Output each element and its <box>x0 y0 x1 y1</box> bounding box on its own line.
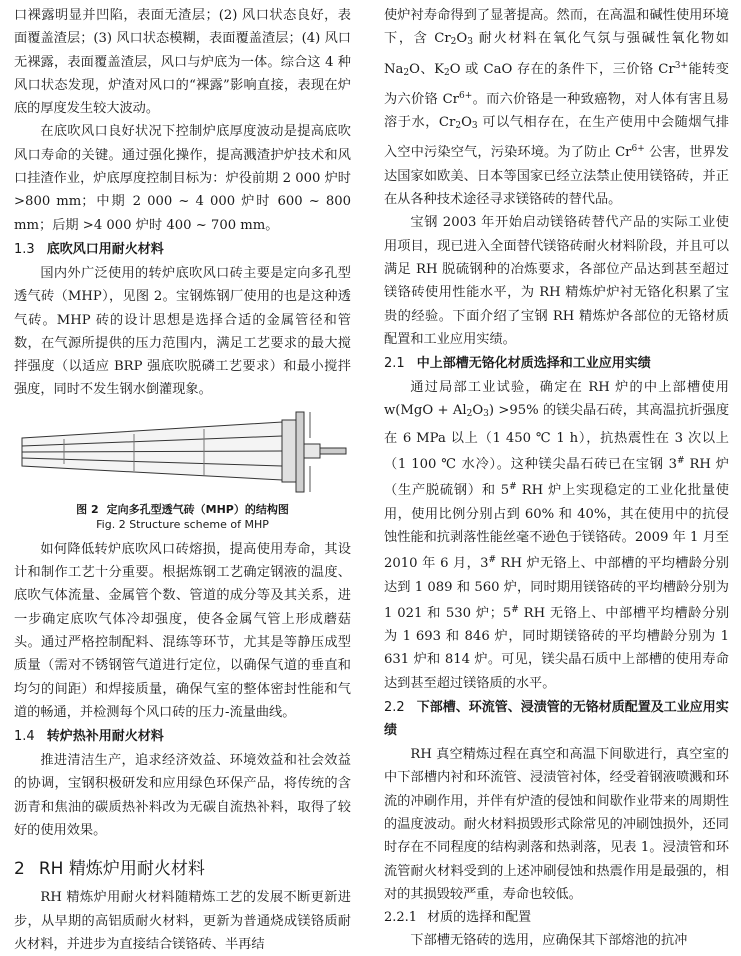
section-heading-1-3 <box>14 238 351 261</box>
section-number: 1.4 <box>14 729 35 745</box>
section-heading-2-2-1 <box>384 906 729 929</box>
section-title: 转炉热补用耐火材料 <box>46 729 164 745</box>
paragraph: 如何降低转炉底吹风口砖熔损，提高使用寿命，其设计和制作工艺十分重要。根据炼钢工艺确定钢液的温度、底吹气体流量、金属管个数、管道的成分等及其关系，进一步确定底吹气体冷却强度，使各金属气管上形成蘑菇头。通过严格控制配料、混练等环节，尤其是等静压成型质量（需对不锈钢管气道进行定位，以确保气道的垂直和均匀的间距）和焊接质量，确保气室的整体密封性能和气道的畅通，并检测每个风口砖的压力-流量曲线。 <box>14 541 351 720</box>
figure-2 <box>14 410 351 532</box>
paragraph: 推进清洁生产，追求经济效益、环境效益和社会效益的协调，宝钢积极研发和应用绿色环保产品，将传统的含沥青和焦油的碳质热补料改为无碳自流热补料，取得了较好的使用效果。 <box>14 753 351 839</box>
paragraph: RH 真空精炼过程在真空和高温下间歇进行，真空室的中下部槽内衬和环流管、浸渍管衬体，经受着钢液喷溅和环流的冲刷作用，并伴有炉渣的侵蚀和间歇作业带来的周期性的温度波动。耐火材料损毁形式除常见的冲刷蚀损外，还同时存在不同程度的结构剥落和热剥落，见表 1。浸渍管和环流管耐火材料受到的上述冲刷侵蚀和热震作用是最强的，相对的其损毁较严重，寿命也较低。 <box>384 747 729 902</box>
section-heading-1-4 <box>14 725 351 748</box>
paragraph: 国内外广泛使用的转炉底吹风口砖主要是定向多孔型透气砖（MHP），见图 2。宝钢炼钢厂使用的也是这种透气砖。MHP 砖的设计思想是选择合适的金属管径和管数，在气源所提供的压力范围内，满足工艺要求的最大搅拌强度（以适应 BRP 强底吹脱磷工艺要求）和最小搅拌强度，同时不发生钢水倒灌现象。 <box>14 265 351 398</box>
paragraph: 宝钢 2003 年开始启动镁铬砖替代产品的实际工业使用项目，现已进入全面替代镁铬砖耐火材料阶段，并且可以满足 RH 脱硫钢种的冶炼要求，各部位产品达到甚至超过镁铬砖使用性能水平，为 RH 精炼炉炉衬无铬化积累了宝贵的经验。下面介绍了宝钢 RH 精炼炉各部位的无铬材质配置和工业应用实绩。 <box>384 215 729 347</box>
section-number: 2.2 <box>384 700 405 716</box>
section-title: 下部槽、环流管、浸渍管的无铬材质配置及工业应用实绩 <box>384 700 729 739</box>
section-number: 1.3 <box>14 241 35 257</box>
paragraph: RH 精炼炉用耐火材料随精炼工艺的发展不断更新进步，从早期的高铝质耐火材料，更新为普通烧成镁铬质耐火材料，并进步为直接结合镁铬砖、半再结 <box>14 890 351 952</box>
paragraph: 口裸露明显并凹陷，表面无渣层；(2) 风口状态良好，表面覆盖渣层；(3) 风口状态模糊，表面覆盖渣层；(4) 风口无裸露，表面覆盖渣层，风口与炉底为一体。综合这 4 种风口状态发现，炉渣对风口的“裸露”影响直接，表现在炉底的厚度发生较大波动。 <box>14 8 351 117</box>
figure-title: 定向多孔型透气砖（MHP）的结构图 <box>106 502 289 516</box>
section-number: 2.1 <box>384 356 405 372</box>
section-heading-2 <box>14 856 351 882</box>
section-title: RH 精炼炉用耐火材料 <box>38 859 205 880</box>
section-heading-2-2 <box>384 696 729 742</box>
paragraph: 使炉衬寿命得到了显著提高。然而，在高温和碱性使用环境下，含 $Cr_2O_3$ 耐火材料在氧化气氛与强碱性氧化物如 $Na_2O$、$K_2O$ 或 CaO 存在的条件下，三价铬 $Cr^{3+}$能转变为六价铬 $Cr^{6+}$。而六价铬是一种致癌物，对人体有害且易溶于水，$Cr_2O_3$ 可以气相存在，在生产使用中会随烟气排入空中污染空气，污染环境。为了防止 $Cr^{6+}$ 公害，世界发达国家如欧美、日本等国家已经立法禁止使用镁铬砖，并正在从各种技术途径寻求镁铬砖的替代品。 <box>384 8 729 208</box>
paragraph: 通过局部工业试验，确定在 RH 炉的中上部槽使用 $w(MgO + Al_2O_3) >95\%$ 的镁尖晶石砖，其高温抗折强度在 6 MPa 以上（1 450 ℃ 1 h），抗热震性在 3 次以上（1 100 ℃ 水冷）。这种镁尖晶石砖已在宝钢 3# RH 炉（生产脱硫钢）和 5# RH 炉上实现稳定的工业化批量使用，使用比例分别占到 60% 和 40%，其在使用中的抗侵蚀性能和抗剥落性能丝毫不逊色于镁铬砖。2009 年 1 月至 2010 年 6 月，3# RH 炉无铬上、中部槽的平均槽龄分别达到 1 089 和 560 炉，同时期用镁铬砖的平均槽龄分别为 1 021 和 530 炉；5# RH 无铬上、中部槽平均槽龄分别为 1 693 和 846 炉，同时期镁铬砖的平均槽龄分别为 1 631 炉和 814 炉。可见，镁尖晶石质中上部槽的使用寿命达到甚至超过镁铬质的水平。 <box>384 380 730 691</box>
section-title: 中上部槽无铬化材质选择和工业应用实绩 <box>416 356 651 372</box>
figure-number: 图 2 <box>76 502 99 516</box>
right-column <box>384 4 729 952</box>
mhp-structure-drawing <box>14 410 351 502</box>
section-title: 底吹风口用耐火材料 <box>46 241 164 257</box>
figure-caption-cn <box>14 502 351 517</box>
left-column <box>14 4 351 956</box>
paragraph: 下部槽无铬砖的选用，应确保其下部熔池的抗冲 <box>410 933 688 949</box>
paragraph: 在底吹风口良好状况下控制炉底厚度波动是提高底吹风口寿命的关键。通过强化操作，提高溅渣护炉技术和风口挂渣作业，炉底厚度控制目标为：炉役前期 2 000 炉时 >800 mm；中期 2 000 ~ 4 000 炉时 600 ~ 800 mm；后期 >4 000 炉时 400 ~ 700 mm。 <box>14 124 351 233</box>
figure-caption-en: Fig. 2 Structure scheme of MHP <box>96 517 269 531</box>
section-number: 2.2.1 <box>384 910 418 926</box>
section-heading-2-1 <box>384 352 729 375</box>
section-number: 2 <box>14 859 25 880</box>
section-title: 材质的选择和配置 <box>427 910 532 926</box>
